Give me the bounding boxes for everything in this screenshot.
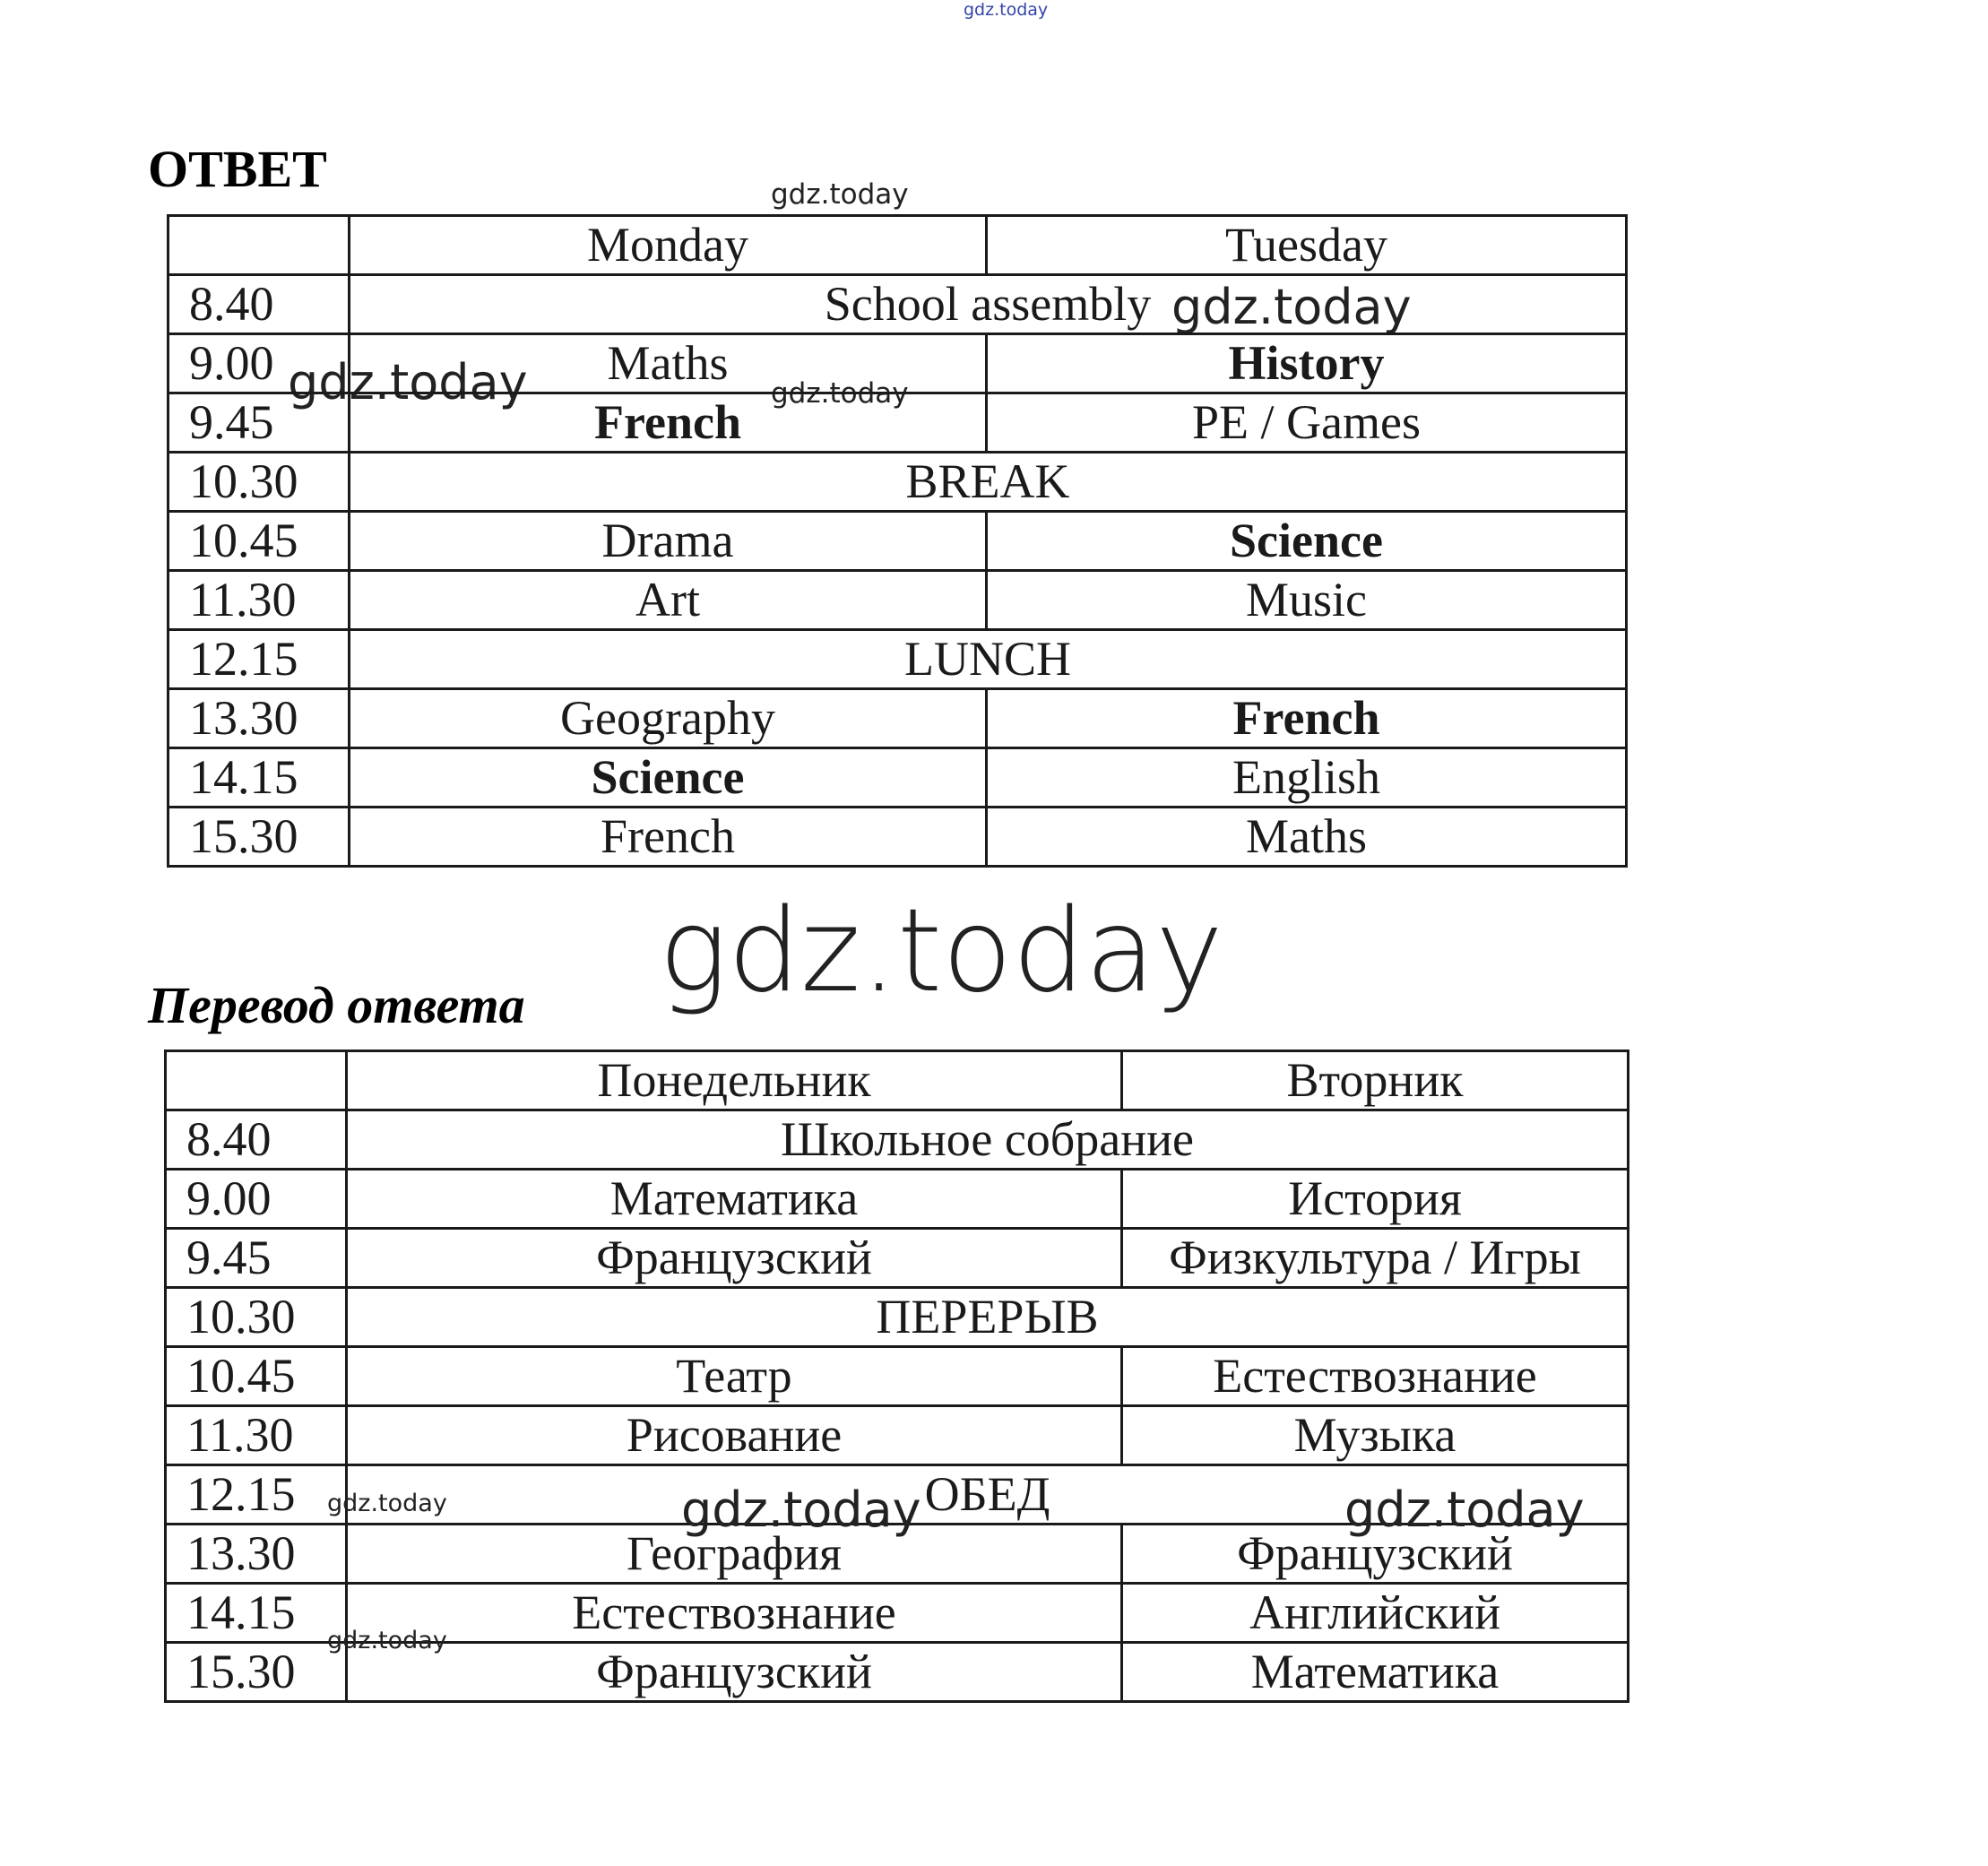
time-cell: 9.00 xyxy=(169,334,350,393)
time-cell: 10.30 xyxy=(166,1288,347,1347)
time-cell: 10.45 xyxy=(166,1347,347,1406)
time-cell: 10.45 xyxy=(169,512,350,571)
watermark: gdz.today xyxy=(681,1482,921,1538)
watermark-top: gdz.today xyxy=(964,0,1049,20)
time-cell: 15.30 xyxy=(166,1643,347,1702)
table-row xyxy=(169,275,1627,334)
header-tuesday: Вторник xyxy=(1122,1051,1629,1110)
time-cell: 9.45 xyxy=(169,393,350,453)
table-row xyxy=(166,1229,1629,1288)
monday-cell: Science xyxy=(350,748,987,808)
time-cell: 15.30 xyxy=(169,808,350,867)
monday-cell: Естествознание xyxy=(347,1584,1122,1643)
monday-cell: Математика xyxy=(347,1170,1122,1229)
tuesday-cell: Английский xyxy=(1122,1584,1629,1643)
time-cell: 8.40 xyxy=(166,1110,347,1170)
table-row xyxy=(169,453,1627,512)
header-row xyxy=(169,216,1627,275)
table-row xyxy=(166,1110,1629,1170)
table-row xyxy=(169,512,1627,571)
tuesday-cell: English xyxy=(987,748,1627,808)
monday-cell: Art xyxy=(350,571,987,630)
monday-cell: French xyxy=(350,808,987,867)
merged-cell: LUNCH xyxy=(350,630,1627,689)
watermark: gdz.today xyxy=(327,1490,447,1517)
tuesday-cell: Естествознание xyxy=(1122,1347,1629,1406)
tuesday-cell: French xyxy=(987,689,1627,748)
time-cell: 11.30 xyxy=(166,1406,347,1465)
monday-cell: Drama xyxy=(350,512,987,571)
watermark-large: gdz.today xyxy=(659,885,1223,1018)
tuesday-cell: Maths xyxy=(987,808,1627,867)
monday-cell: Театр xyxy=(347,1347,1122,1406)
table-row xyxy=(169,571,1627,630)
merged-cell: BREAK xyxy=(350,453,1627,512)
table-row xyxy=(169,808,1627,867)
time-cell: 14.15 xyxy=(169,748,350,808)
table-row xyxy=(166,1406,1629,1465)
translation-heading: Перевод ответа xyxy=(148,976,525,1034)
table-row xyxy=(166,1170,1629,1229)
header-monday: Понедельник xyxy=(347,1051,1122,1110)
answer-heading: ОТВЕТ xyxy=(148,140,327,198)
time-cell: 13.30 xyxy=(169,689,350,748)
header-row xyxy=(166,1051,1629,1110)
time-cell: 11.30 xyxy=(169,571,350,630)
header-corner-cell xyxy=(166,1051,347,1110)
watermark: gdz.today xyxy=(771,377,909,410)
watermark: gdz.today xyxy=(771,178,909,211)
merged-cell: School assembly xyxy=(350,275,1627,334)
tuesday-cell: История xyxy=(1122,1170,1629,1229)
watermark: gdz.today xyxy=(288,354,528,410)
merged-cell: Школьное собрание xyxy=(347,1110,1629,1170)
time-cell: 14.15 xyxy=(166,1584,347,1643)
timetable-russian-body xyxy=(166,1051,1629,1702)
tuesday-cell: Science xyxy=(987,512,1627,571)
time-cell: 8.40 xyxy=(169,275,350,334)
header-corner-cell xyxy=(169,216,350,275)
monday-cell: Французский xyxy=(347,1643,1122,1702)
timetable-russian xyxy=(164,1050,1629,1703)
monday-cell: Французский xyxy=(347,1229,1122,1288)
tuesday-cell: Музыка xyxy=(1122,1406,1629,1465)
tuesday-cell: History xyxy=(987,334,1627,393)
header-monday: Monday xyxy=(350,216,987,275)
table-row xyxy=(169,689,1627,748)
table-row xyxy=(166,1288,1629,1347)
time-cell: 12.15 xyxy=(166,1465,347,1525)
time-cell: 12.15 xyxy=(169,630,350,689)
watermark: gdz.today xyxy=(1171,279,1412,335)
table-row xyxy=(169,748,1627,808)
table-row xyxy=(169,630,1627,689)
tuesday-cell: PE / Games xyxy=(987,393,1627,453)
timetable-english-body xyxy=(169,216,1627,867)
monday-cell: Рисование xyxy=(347,1406,1122,1465)
watermark: gdz.today xyxy=(327,1627,447,1654)
tuesday-cell: Математика xyxy=(1122,1643,1629,1702)
watermark: gdz.today xyxy=(1344,1482,1585,1538)
monday-cell: French xyxy=(350,393,987,453)
header-tuesday: Tuesday xyxy=(987,216,1627,275)
tuesday-cell: Music xyxy=(987,571,1627,630)
monday-cell: Geography xyxy=(350,689,987,748)
time-cell: 9.45 xyxy=(166,1229,347,1288)
table-row xyxy=(169,393,1627,453)
tuesday-cell: Физкультура / Игры xyxy=(1122,1229,1629,1288)
time-cell: 13.30 xyxy=(166,1525,347,1584)
merged-cell: ОБЕД xyxy=(347,1465,1629,1525)
tuesday-cell: Французский xyxy=(1122,1525,1629,1584)
merged-cell: ПЕРЕРЫВ xyxy=(347,1288,1629,1347)
table-row xyxy=(169,334,1627,393)
monday-cell: География xyxy=(347,1525,1122,1584)
monday-cell: Maths xyxy=(350,334,987,393)
table-row xyxy=(166,1347,1629,1406)
time-cell: 10.30 xyxy=(169,453,350,512)
time-cell: 9.00 xyxy=(166,1170,347,1229)
timetable-english xyxy=(167,214,1628,868)
